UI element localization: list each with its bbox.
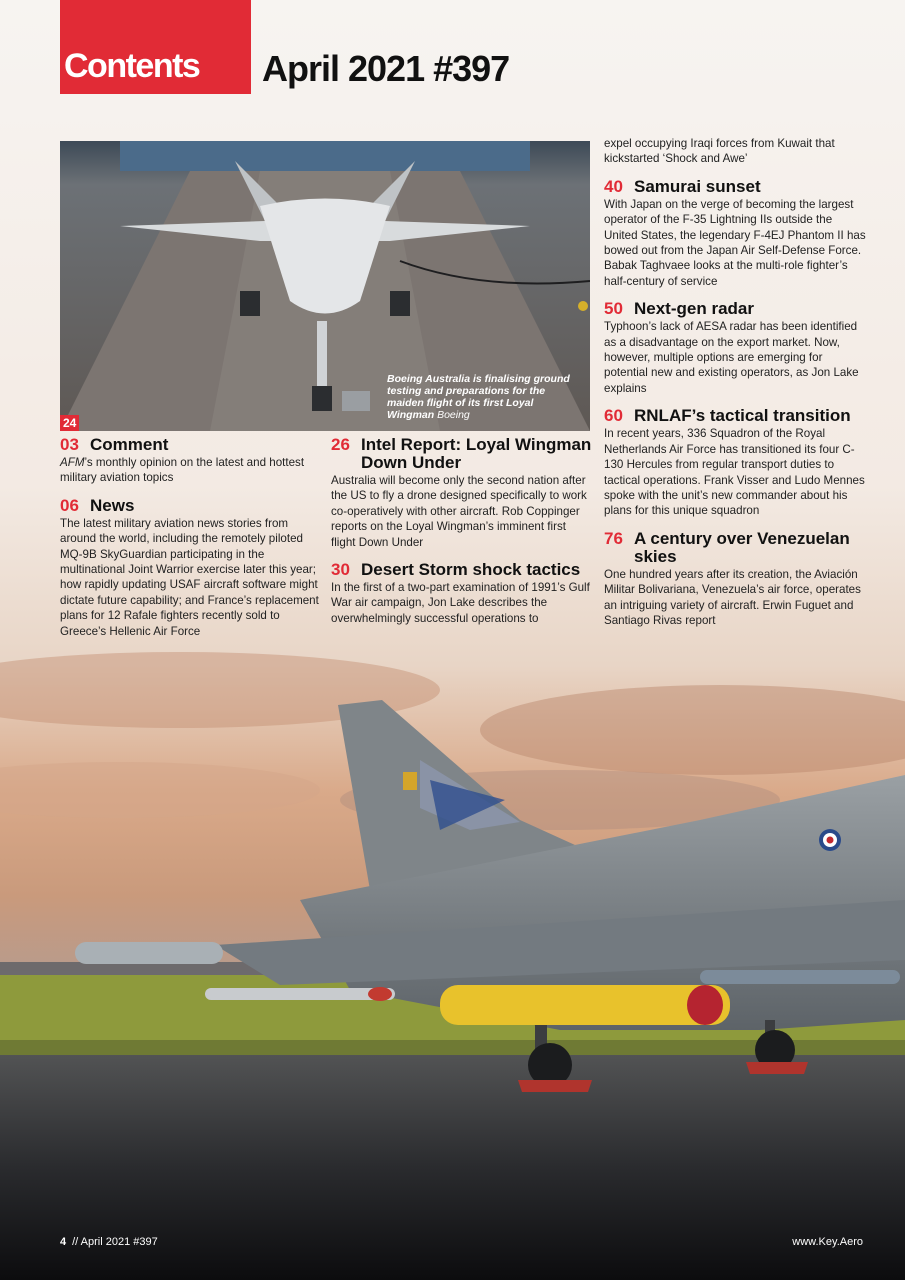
continued-text: expel occupying Iraqi forces from Kuwait that kickstarted ‘Shock and Awe’ bbox=[604, 137, 835, 166]
entry-description: Australia will become only the second nation after the US to fly a drone designed specifically to work co-operatively with other aircraft. Rob Coppinger reports on the Loyal Wingman’s imminent first flight Down Under bbox=[331, 474, 587, 549]
photo-page-number[interactable]: 24 bbox=[60, 415, 79, 431]
contents-entry[interactable] bbox=[331, 436, 593, 550]
photo-caption bbox=[387, 373, 582, 421]
contents-entry[interactable] bbox=[604, 178, 866, 289]
entry-title: Next-gen radar bbox=[634, 299, 754, 319]
entry-description: One hundred years after its creation, the Aviación Militar Bolivariana, Venezuela’s air force, operates an intriguing variety of aircraft. Erwin Fuguet and Santiago Rivas report bbox=[604, 567, 861, 627]
entry-title: Comment bbox=[90, 435, 169, 454]
entry-description: The latest military aviation news stories from around the world, including the remotely piloted MQ-9B SkyGuardian participating in the multinational Joint Warrior exercise later this year; how rapidly updating USAF aircraft software might dictate future capability; and France’s replacement plans for 12 Rafale fighters recently sold to Greece’s Hellenic Air Force bbox=[60, 516, 319, 638]
entry-description: In the first of a two-part examination of 1991’s Gulf War air campaign, Jon Lake describes the overwhelmingly successful operations to bbox=[331, 581, 590, 625]
entry-description: With Japan on the verge of becoming the largest operator of the F-35 Lightning IIs outside the United States, the legendary F-4EJ Phantom II has bowed out from the Japan Air Self-Defense Force. Babak Taghvaee looks at the multi-role fighter’s half-century of service bbox=[604, 197, 866, 288]
entry-page-number: 26 bbox=[331, 435, 350, 454]
footer-page-number: 4 bbox=[60, 1236, 67, 1248]
page-footer bbox=[0, 1236, 905, 1256]
entry-title: RNLAF’s tactical transition bbox=[634, 406, 851, 426]
entry-page-number: 03 bbox=[60, 435, 79, 454]
page-header bbox=[0, 0, 905, 110]
entry-title: Desert Storm shock tactics bbox=[361, 560, 581, 580]
contents-entry[interactable] bbox=[60, 436, 322, 486]
contents-entry[interactable] bbox=[60, 497, 322, 639]
footer-issue-text: // April 2021 #397 bbox=[72, 1236, 158, 1248]
section-title: Contents bbox=[64, 47, 200, 85]
entry-body-text: ’s monthly opinion on the latest and hottest military aviation topics bbox=[60, 456, 305, 485]
contents-entry[interactable] bbox=[331, 561, 593, 626]
feature-photo bbox=[60, 141, 590, 431]
contents-entry[interactable] bbox=[604, 407, 866, 518]
entry-title: Samurai sunset bbox=[634, 176, 761, 196]
entry-title: Intel Report: Loyal Wingman Down Under bbox=[361, 435, 592, 472]
contents-label-box bbox=[60, 0, 251, 94]
column-1 bbox=[60, 436, 322, 650]
entry-description: Typhoon’s lack of AESA radar has been identified as a disadvantage on the export market. Now, however, multiple options are emerging for potential new and existing operators, as Jon Lake explains bbox=[604, 320, 859, 395]
contents-entry[interactable] bbox=[604, 300, 866, 396]
contents-entry[interactable] bbox=[604, 530, 866, 629]
entry-page-number: 50 bbox=[604, 299, 623, 319]
photo-credit: Boeing bbox=[437, 409, 470, 421]
entry-page-number: 06 bbox=[60, 495, 79, 515]
photo-caption-text: Boeing Australia is finalising ground testing and preparations for the maiden flight of its first Loyal Wingman bbox=[387, 373, 570, 421]
column-3 bbox=[604, 136, 866, 639]
entry-title: News bbox=[90, 495, 135, 515]
entry-page-number: 76 bbox=[604, 528, 623, 548]
entry-description bbox=[60, 455, 322, 486]
entry-emphasis: AFM bbox=[60, 456, 85, 469]
footer-url[interactable]: www.Key.Aero bbox=[792, 1236, 863, 1248]
issue-title: April 2021 #397 bbox=[262, 48, 510, 89]
footer-issue bbox=[60, 1236, 158, 1248]
entry-description: In recent years, 336 Squadron of the Royal Netherlands Air Force has transitioned its four C-130 Hercules from regular transport duties to tactical operations. Frank Visser and Ludo Mennes spoke with the unit’s new commander about his plans for this unique squadron bbox=[604, 427, 865, 518]
entry-title: A century over Venezuelan skies bbox=[634, 528, 850, 566]
column-2 bbox=[331, 436, 593, 637]
entry-page-number: 40 bbox=[604, 176, 623, 196]
entry-page-number: 60 bbox=[604, 406, 623, 426]
entry-page-number: 30 bbox=[331, 560, 350, 580]
